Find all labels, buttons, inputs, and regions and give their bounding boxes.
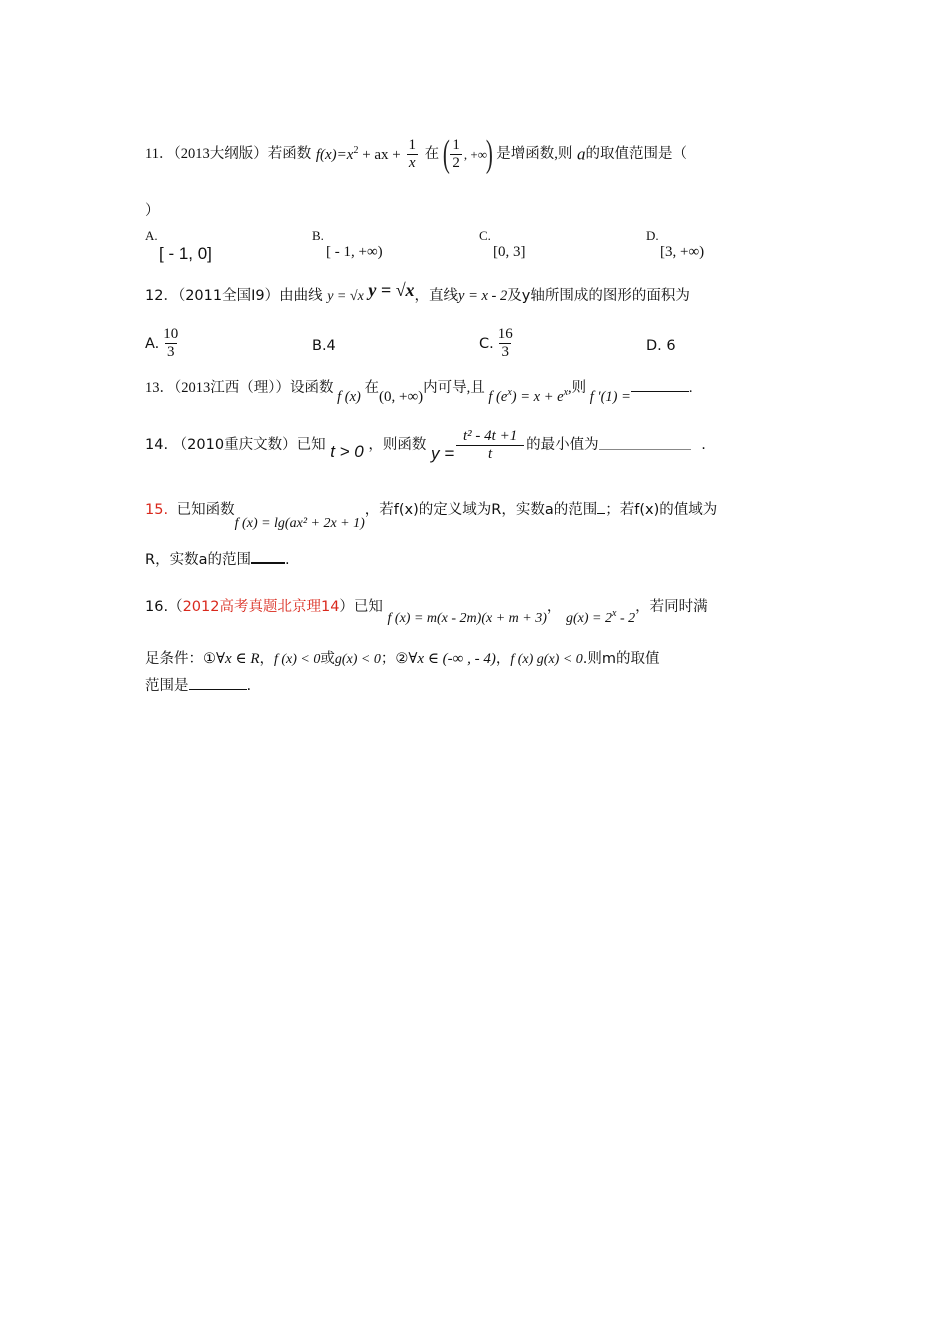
q11-option-b: B. [ - 1, +∞)	[312, 228, 383, 260]
q14-mid: ，则函数	[368, 437, 427, 454]
q12-option-a: A. $\frac{10}{3}$	[145, 326, 179, 361]
q16-tail: ，若同时满	[635, 599, 708, 615]
q11-tail: 是增函数,则	[496, 146, 573, 163]
question-16-line2	[145, 650, 815, 669]
q16-comma: ，	[546, 599, 562, 615]
q16-c1: f (x) < 0	[273, 652, 321, 667]
q14-end: .	[701, 437, 706, 454]
q16-forall-2: ∀x ∈ (-∞ , - 4)	[408, 651, 496, 667]
q12-number: 12．	[145, 288, 178, 304]
q11-interval-fraction: $\frac{1}{2}$	[452, 137, 460, 172]
q13-then: ,则	[568, 380, 587, 396]
q13-number: 13．	[145, 380, 174, 396]
q15-part1: ，若f(x)的定义域为R，实数a的范围	[364, 502, 598, 518]
q15-part1-end: ；若f(x)的值域为	[605, 502, 718, 518]
q11-left-paren: (	[442, 133, 450, 175]
q15-blank-2	[251, 549, 285, 564]
question-13	[145, 378, 815, 405]
q16-c2: g(x) < 0	[334, 652, 381, 667]
question-15-line2	[145, 549, 815, 569]
q11-option-a: A. [ - 1, 0]	[145, 228, 212, 263]
q16-line2-a: 足条件：①	[145, 651, 216, 667]
q16-or: 或	[320, 651, 335, 667]
q11-option-c: C. [0, 3]	[479, 228, 526, 260]
q11-number: 11．	[145, 146, 174, 163]
q16-c3: f (x) g(x) < 0	[510, 652, 583, 667]
q11-close: ）	[145, 203, 160, 219]
q15-end: .	[284, 552, 290, 568]
q16-source-close: ）已知	[339, 599, 383, 615]
q16-line2-d: ，	[495, 651, 511, 667]
q15-intro: 已知函数	[176, 502, 235, 518]
q11-source: （2013大纲版）若函数	[173, 146, 312, 163]
q12-option-c: C. $\frac{16}{3}$	[479, 326, 513, 361]
q13-ask: f ′(1) =	[589, 389, 631, 405]
q14-condition: t > 0	[330, 441, 364, 461]
q12-option-d: D. 6	[646, 338, 676, 354]
q16-g: $g(x) = 2^x - 2$	[565, 608, 636, 626]
q12-line: y = x - 2	[458, 288, 508, 304]
q16-line2-e: .则m的取值	[582, 651, 660, 667]
q11-interval-rest: , +∞	[463, 147, 487, 162]
q11-function: $f(x)=x^2$ + ax +	[315, 144, 405, 163]
q16-f: f (x) = m(x - 2m)(x + m + 3)	[387, 611, 547, 626]
q14-y: y =	[430, 443, 455, 463]
q14-number: 14.	[145, 437, 169, 454]
q12-curve-small: y = √x	[327, 289, 364, 304]
q16-line3: 范围是	[145, 678, 189, 694]
question-11	[145, 132, 815, 184]
q11-right-paren: )	[485, 133, 493, 175]
question-12	[145, 280, 815, 306]
question-16	[145, 599, 815, 626]
q13-condition: f $(e^x) = x + e^x$	[488, 387, 569, 405]
question-15	[145, 500, 815, 531]
q13-answer-blank	[631, 378, 689, 392]
q12-tail: 及y轴所围成的图形的面积为	[507, 288, 690, 304]
q12-source: （2011全国Ⅰ9）由曲线	[177, 288, 323, 304]
q14-fraction: $\frac{\text{t² - 4t +1}}{t}$	[456, 428, 524, 464]
q16-source: 2012高考真题北京理14	[182, 599, 340, 615]
q11-in: 在	[424, 146, 440, 163]
q12-mid: ，直线	[414, 288, 459, 304]
q14-answer-blank	[599, 435, 691, 450]
q15-number: 15.	[145, 502, 169, 518]
q16-forall-1: ∀x ∈ R	[216, 651, 260, 667]
q12-curve-big: y = √x	[368, 280, 415, 300]
q16-number: 16.（	[145, 599, 183, 615]
question-14	[145, 428, 815, 484]
q11-option-d: D. [3, +∞)	[646, 228, 705, 260]
q13-in: 在	[364, 380, 379, 396]
q16-line2-b: ，	[259, 651, 274, 667]
q11-ask: 的取值范围是（	[585, 146, 687, 163]
q16-end: .	[246, 678, 252, 694]
q15-line2: R，实数a的范围	[145, 552, 251, 568]
q13-f: f (x)	[337, 389, 361, 405]
q13-source: （2013江西（理））设函数	[174, 380, 334, 396]
q11-fraction: $\frac{1}{x}$	[408, 137, 417, 172]
q13-domain: (0, +∞)	[379, 389, 424, 405]
q14-tail: 的最小值为	[526, 437, 599, 454]
q13-end: .	[688, 380, 693, 396]
q16-answer-blank	[189, 676, 247, 690]
q14-source: （2010重庆文数）已知	[172, 437, 326, 454]
q12-option-b: B.4	[312, 338, 336, 354]
q16-line2-c: ；②	[380, 651, 409, 667]
question-16-line3	[145, 676, 815, 695]
q11-var: a	[577, 144, 586, 164]
q15-function: f (x) = lg(ax² + 2x + 1)	[234, 516, 365, 531]
q13-mid: 内可导,且	[423, 380, 485, 396]
